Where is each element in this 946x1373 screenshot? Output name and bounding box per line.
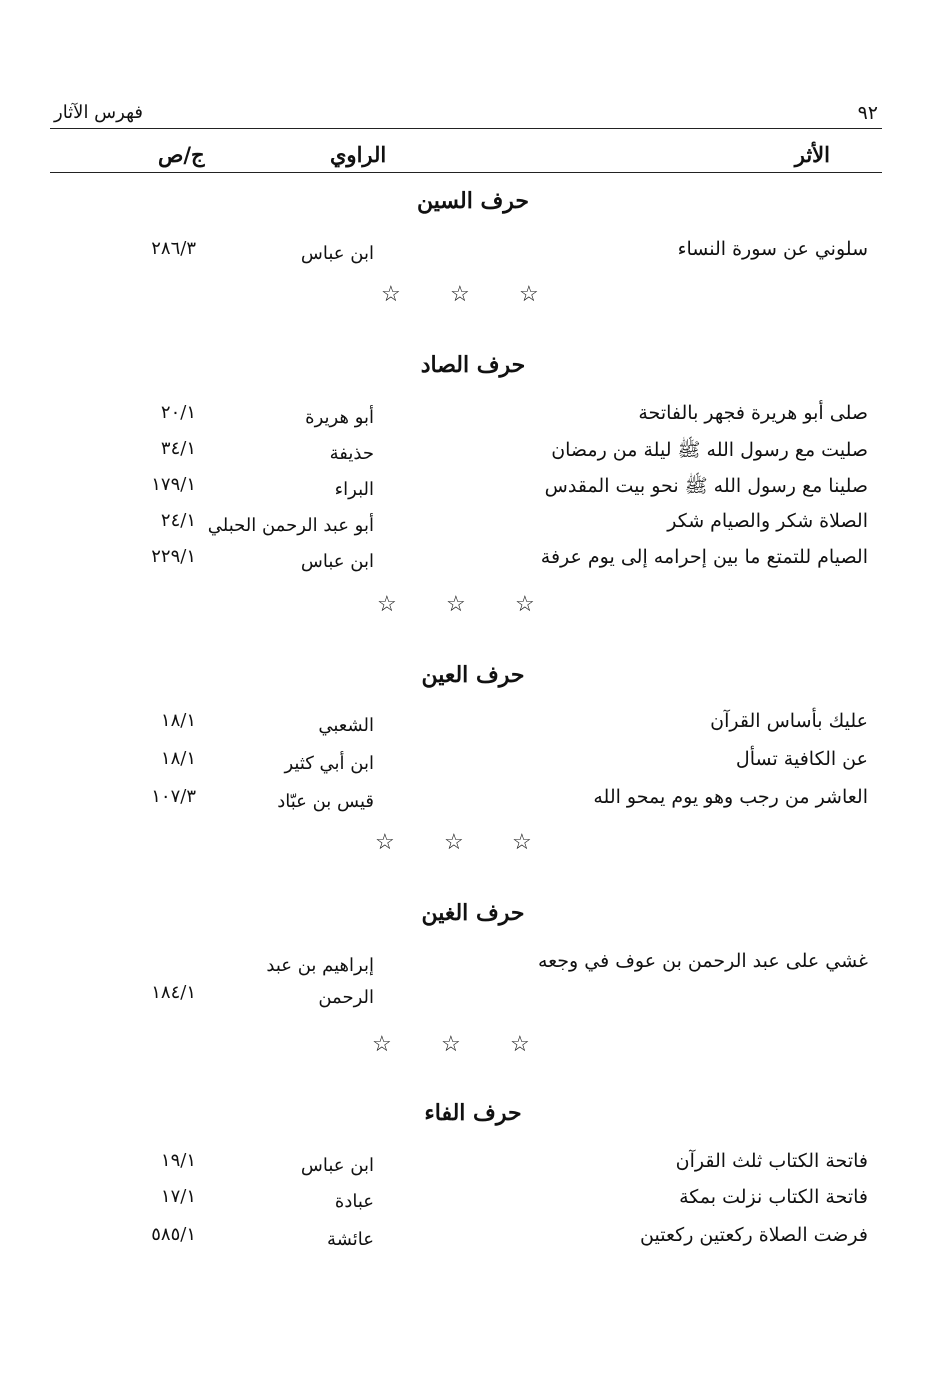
star-icon: ☆ [377, 592, 397, 617]
column-headers [50, 140, 882, 173]
narrator: أبو هريرة [305, 407, 374, 428]
volume-page-ref: ٣٤/١ [160, 438, 196, 459]
section-title-ain: حرف العين [421, 662, 525, 688]
entry-row [0, 474, 946, 508]
star-icon: ☆ [450, 282, 470, 307]
entry-row [0, 546, 946, 580]
star-icon: ☆ [512, 830, 532, 855]
column-header-ref: ج/ص [158, 142, 205, 167]
volume-page-ref: ١٨/١ [160, 710, 196, 731]
section-divider-stars [0, 282, 946, 312]
narrator: ابن عباس [300, 551, 374, 572]
athar-text: فرضت الصلاة ركعتين ركعتين [640, 1224, 868, 1246]
star-icon: ☆ [375, 830, 395, 855]
narrator: الشعبي [318, 715, 374, 736]
athar-text: صلى أبو هريرة فجهر بالفاتحة [638, 402, 868, 424]
section-title-faa: حرف الفاء [424, 1100, 522, 1126]
athar-text: الصيام للتمتع ما بين إحرامه إلى يوم عرفة [540, 546, 868, 568]
column-header-athar: الأثر [794, 142, 830, 167]
entry-row [0, 1150, 946, 1184]
athar-text: فاتحة الكتاب نزلت بمكة [679, 1186, 868, 1208]
entry-row [0, 402, 946, 436]
athar-text: صليت مع رسول الله ﷺ ليلة من رمضان [551, 439, 868, 461]
athar-text: صلينا مع رسول الله ﷺ نحو بيت المقدس [544, 475, 868, 497]
star-icon: ☆ [510, 1032, 530, 1057]
volume-page-ref: ٢٢٩/١ [151, 546, 196, 567]
narrator: البراء [334, 479, 374, 500]
entry-row [0, 1224, 946, 1258]
star-icon: ☆ [381, 282, 401, 307]
volume-page-ref: ١٧/١ [160, 1186, 196, 1207]
volume-page-ref: ١٨/١ [160, 748, 196, 769]
narrator: قيس بن عبّاد [277, 791, 374, 812]
entry-row [0, 1186, 946, 1220]
narrator: ابن عباس [300, 1155, 374, 1176]
entry-row [0, 510, 946, 544]
star-icon: ☆ [441, 1032, 461, 1057]
entry-row [0, 710, 946, 744]
volume-page-ref: ١٧٩/١ [151, 474, 196, 495]
volume-page-ref: ٢٠/١ [160, 402, 196, 423]
athar-text: الصلاة شكر والصيام شكر [667, 510, 868, 532]
narrator: حذيفة [329, 443, 374, 464]
star-icon: ☆ [515, 592, 535, 617]
athar-text: سلوني عن سورة النساء [677, 238, 868, 260]
athar-text: عن الكافية تسأل [735, 748, 868, 770]
star-icon: ☆ [444, 830, 464, 855]
narrator: أبو عبد الرحمن الحبلي [207, 515, 374, 536]
entry-row [0, 748, 946, 782]
running-header [50, 100, 882, 129]
entry-row [0, 786, 946, 820]
entry-row [0, 950, 946, 1020]
column-header-rawi: الراوي [330, 142, 387, 167]
volume-page-ref: ١٩/١ [160, 1150, 196, 1171]
star-icon: ☆ [446, 592, 466, 617]
section-title-ghain: حرف الغين [421, 900, 525, 926]
page-number: ٩٢ [857, 102, 878, 124]
narrator: عبادة [334, 1191, 374, 1212]
athar-text: العاشر من رجب وهو يوم يمحو الله [593, 786, 868, 808]
entry-row [0, 238, 946, 272]
running-title: فهرس الآثار [54, 102, 143, 123]
star-icon: ☆ [372, 1032, 392, 1057]
narrator: إبراهيم بن عبد الرحمن [266, 955, 374, 1008]
athar-text: عليك بأساس القرآن [710, 710, 868, 732]
volume-page-ref: ٢٤/١ [160, 510, 196, 531]
section-divider-stars [0, 1032, 946, 1062]
section-divider-stars [0, 592, 946, 622]
section-title-saad: حرف الصاد [420, 352, 526, 378]
volume-page-ref: ٥٨٥/١ [151, 1224, 196, 1245]
athar-text: فاتحة الكتاب ثلث القرآن [675, 1150, 868, 1172]
volume-page-ref: ١٨٤/١ [151, 982, 196, 1003]
section-divider-stars [0, 830, 946, 860]
entry-row [0, 438, 946, 472]
narrator: ابن عباس [300, 243, 374, 264]
star-icon: ☆ [519, 282, 539, 307]
athar-text: غشي على عبد الرحمن بن عوف في وجعه [537, 950, 868, 972]
volume-page-ref: ١٠٧/٣ [151, 786, 196, 807]
section-title-seen: حرف السين [416, 188, 530, 214]
narrator: ابن أبي كثير [284, 753, 374, 774]
narrator: عائشة [327, 1229, 374, 1250]
volume-page-ref: ٢٨٦/٣ [151, 238, 196, 259]
